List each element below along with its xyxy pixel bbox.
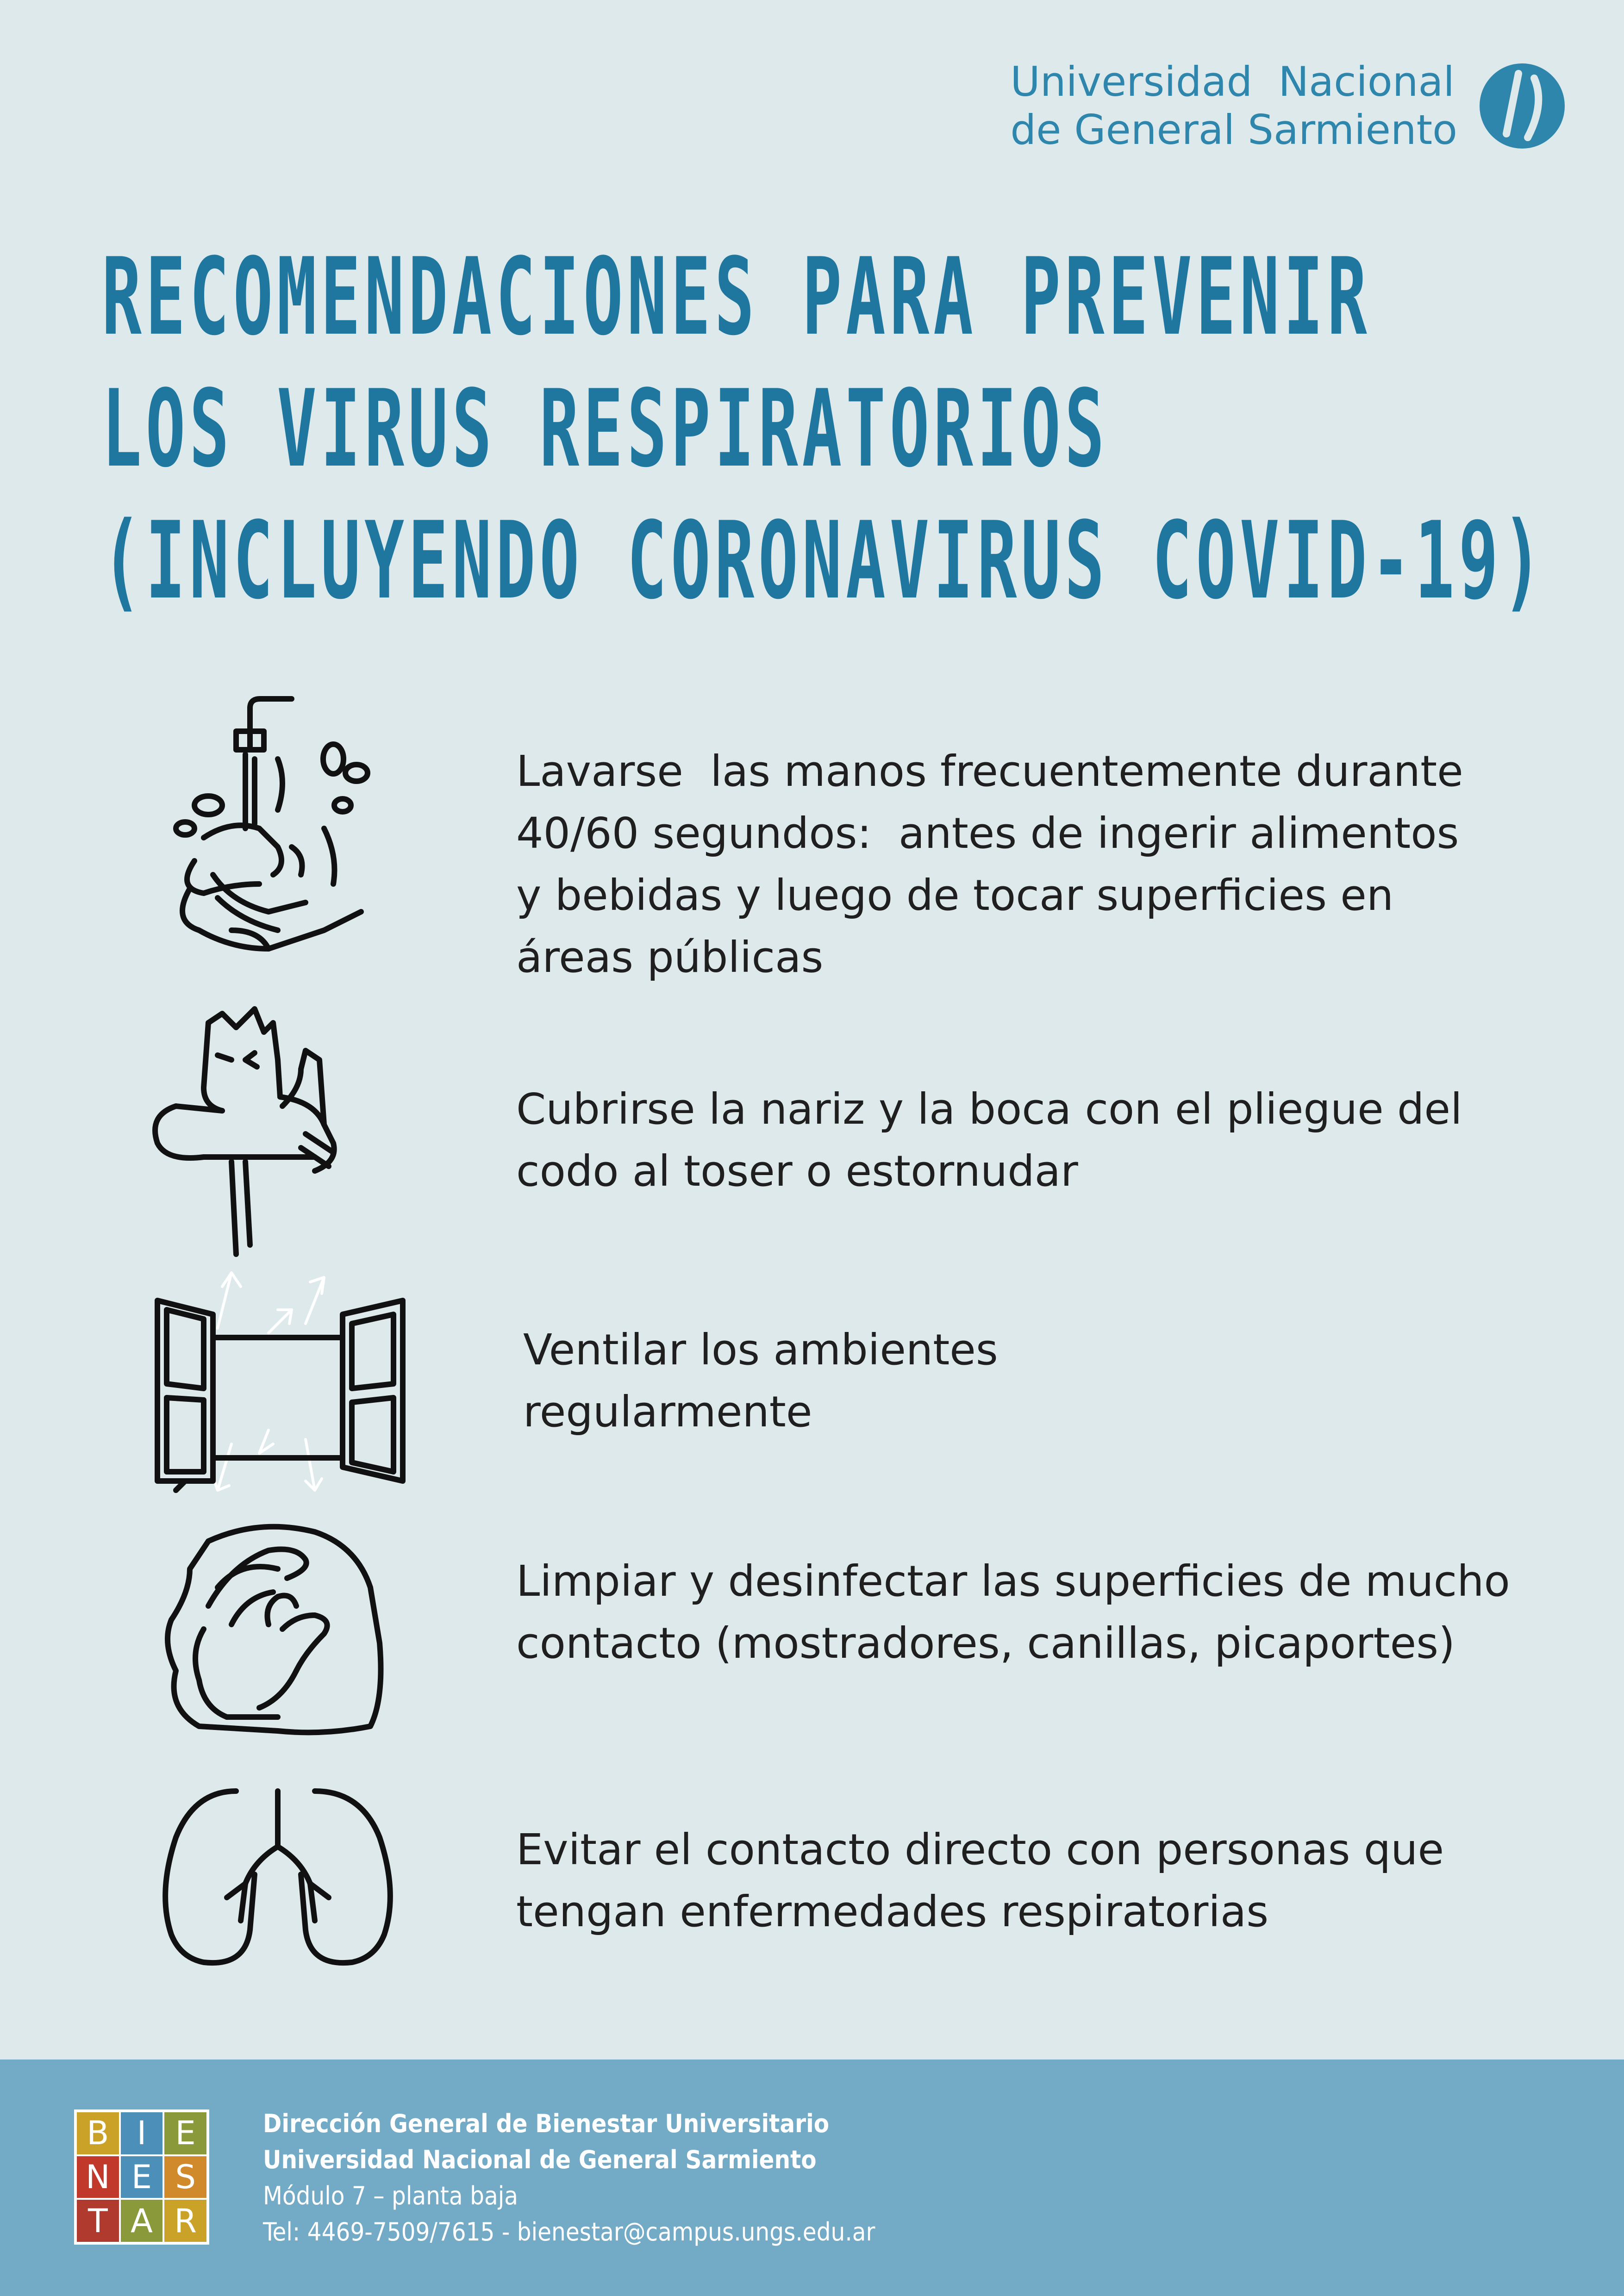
bienestar-letter: S: [164, 2156, 206, 2198]
recommendation-cleaning: [0, 1513, 1624, 1754]
bienestar-letter: T: [77, 2200, 119, 2242]
page-title: [102, 231, 1560, 627]
bienestar-letter: R: [164, 2200, 206, 2242]
text-line: Evitar el contacto directo con personas que: [516, 1825, 1444, 1874]
bienestar-logo-grid: [77, 2112, 206, 2242]
university-logo: [1010, 58, 1568, 154]
bienestar-letter: E: [164, 2112, 206, 2154]
open-window-icon: [139, 1259, 426, 1509]
recommendation-avoid-contact: [0, 1777, 1624, 1981]
bienestar-letter: E: [121, 2156, 163, 2198]
text-line: Ventilar los ambientes: [523, 1325, 998, 1375]
recommendation-hand-washing: [0, 680, 1624, 982]
text-line: y bebidas y luego de tocar superficies en: [516, 871, 1394, 920]
footer-university: Universidad Nacional de General Sarmiento: [263, 2145, 817, 2174]
cleaning-hand-icon: [139, 1513, 426, 1745]
title-line-3: (INCLUYENDO CORONAVIRUS COVID-19): [102, 499, 1546, 623]
text-line: Limpiar y desinfectar las superficies de mucho: [516, 1556, 1510, 1606]
text-line: codo al toser o estornudar: [516, 1146, 1078, 1196]
ungs-logo-icon: [1476, 60, 1568, 152]
title-line-1: RECOMENDACIONES PARA PREVENIR: [102, 236, 1371, 359]
cough-into-elbow-icon: [139, 1004, 426, 1282]
bienestar-letter: I: [121, 2112, 163, 2154]
recommendation-text-cleaning: [516, 1550, 1595, 1674]
recommendation-ventilation: [0, 1259, 1624, 1509]
bienestar-letter: A: [121, 2200, 163, 2242]
university-name-line2: de General Sarmiento: [1010, 106, 1457, 154]
university-name: [1010, 58, 1457, 154]
recommendation-cough-elbow: [0, 1004, 1624, 1282]
text-line: áreas públicas: [516, 933, 824, 982]
bienestar-logo: [74, 2109, 209, 2245]
recommendation-text-ventilation: [523, 1319, 1602, 1443]
text-line: regularmente: [523, 1387, 812, 1437]
hand-washing-icon: [139, 690, 426, 967]
text-line: tengan enfermedades respiratorias: [516, 1887, 1269, 1936]
recommendation-text-avoid-contact: [516, 1819, 1595, 1943]
title-line-2: LOS VIRUS RESPIRATORIOS: [102, 367, 1109, 491]
footer: [0, 2060, 1624, 2296]
lungs-icon: [139, 1782, 426, 1976]
text-line: Lavarse las manos frecuentemente durante: [516, 747, 1463, 796]
footer-department: Dirección General de Bienestar Universitario: [263, 2109, 830, 2138]
university-name-line1: Universidad Nacional: [1010, 58, 1455, 106]
text-line: 40/60 segundos: antes de ingerir alimentos: [516, 809, 1459, 858]
bienestar-letter: B: [77, 2112, 119, 2154]
bienestar-letter: N: [77, 2156, 119, 2198]
footer-contact: [263, 2106, 875, 2250]
recommendation-text-hand-washing: [516, 740, 1595, 989]
footer-location: Módulo 7 – planta baja: [263, 2181, 518, 2210]
text-line: contacto (mostradores, canillas, picaportes): [516, 1618, 1455, 1668]
recommendation-text-cough-elbow: [516, 1078, 1595, 1202]
footer-phone-email: Tel: 4469-7509/7615 - bienestar@campus.ungs.edu.ar: [263, 2217, 875, 2246]
text-line: Cubrirse la nariz y la boca con el pliegue del: [516, 1084, 1462, 1134]
